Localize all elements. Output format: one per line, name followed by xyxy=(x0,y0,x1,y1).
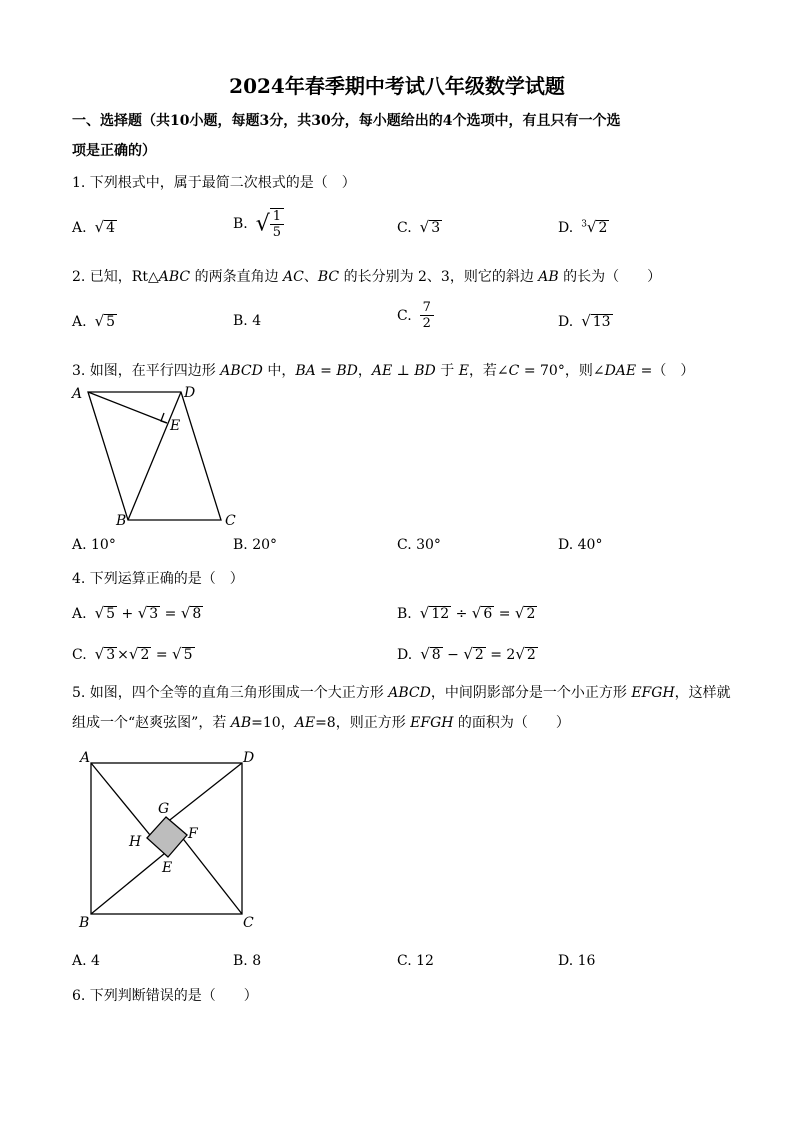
q5-option-b[interactable]: B. 8 xyxy=(233,953,262,969)
label-a: A xyxy=(72,386,83,402)
q3-stem: 3. 如图，在平行四边形 ABCD 中，BA = BD，AE ⊥ BD 于 E，若∠C = 70°，则∠DAE =（ ） xyxy=(72,363,695,379)
q1-option-b[interactable]: B. √ $\frac{1}{5}$ xyxy=(233,208,284,240)
q5-option-d[interactable]: D. 16 xyxy=(558,953,596,969)
label-b: B xyxy=(116,513,127,529)
q2-stem: 2. 已知，Rt△ABC 的两条直角边 AC、BC 的长分别为 2、3，则它的斜边 AB 的长为（ ） xyxy=(72,269,662,285)
q2-option-b[interactable]: B. 4 xyxy=(233,313,262,329)
section-heading-line1: 一、选择题（共10小题，每题3分，共30分，每小题给出的4个选项中，有且只有一个选 xyxy=(72,113,621,129)
q2-option-c[interactable]: C. $\frac{7}{2}$ xyxy=(397,300,434,331)
q5-stem-line1: 5. 如图，四个全等的直角三角形围成一个大正方形 ABCD，中间阴影部分是一个小正方形 EFGH，这样就 xyxy=(72,685,731,701)
q2-option-a[interactable]: A. √ 5 xyxy=(72,312,116,330)
q2-c-fraction: $\frac{7}{2}$ xyxy=(420,300,434,331)
label-c: C xyxy=(243,915,254,931)
q4-option-b[interactable]: B. √ 12 ÷ √ 6 = √ 2 xyxy=(397,604,536,622)
right-angle-mark xyxy=(161,413,167,423)
label-a: A xyxy=(80,750,91,766)
q4-option-a[interactable]: A. √ 5 + √ 3 = √ 8 xyxy=(72,604,202,622)
label-g: G xyxy=(158,801,170,817)
label-e: E xyxy=(170,418,181,434)
label-f: F xyxy=(188,826,198,842)
q4-option-c[interactable]: C. √ 3 ×√ 2 = √ 5 xyxy=(72,645,193,663)
q3-option-b[interactable]: B. 20° xyxy=(233,537,278,553)
q5-figure-zhaoshuang xyxy=(70,745,270,935)
label-c: C xyxy=(225,513,236,529)
label-d: D xyxy=(184,385,196,401)
q5-stem-line2: 组成一个“赵爽弦图”，若 AB=10，AE=8，则正方形 EFGH 的面积为（ ） xyxy=(72,715,570,731)
q3-option-d[interactable]: D. 40° xyxy=(558,537,603,553)
q4-stem: 4. 下列运算正确的是（ ） xyxy=(72,571,244,587)
label-d: D xyxy=(243,750,255,766)
q1-b-fraction: $\frac{1}{5}$ xyxy=(270,208,284,240)
small-square-efgh xyxy=(147,817,187,857)
segment-ae xyxy=(88,392,167,423)
q3-option-a[interactable]: A. 10° xyxy=(72,537,116,553)
q5-option-a[interactable]: A. 4 xyxy=(72,953,100,969)
q2-option-d[interactable]: D. √ 13 xyxy=(558,312,611,330)
label-e: E xyxy=(162,860,173,876)
q1-a-radicand: 4 xyxy=(106,220,116,236)
q1-stem: 1. 下列根式中，属于最简二次根式的是（ ） xyxy=(72,175,356,191)
page-title: 2024年春季期中考试八年级数学试题 xyxy=(229,74,565,98)
q4-option-d[interactable]: D. √ 8 − √ 2 = 2√ 2 xyxy=(397,645,536,663)
label-h: H xyxy=(129,834,142,850)
q3-option-c[interactable]: C. 30° xyxy=(397,537,441,553)
q1-option-c[interactable]: C. √ 3 xyxy=(397,218,441,236)
q1-option-a[interactable]: A. √ 4 xyxy=(72,218,116,236)
q3-figure-parallelogram xyxy=(66,382,256,532)
q5-option-c[interactable]: C. 12 xyxy=(397,953,434,969)
label-b: B xyxy=(79,915,90,931)
section-heading-line2: 项是正确的） xyxy=(72,143,156,159)
q6-stem: 6. 下列判断错误的是（ ） xyxy=(72,988,258,1004)
q1-option-d[interactable]: D. $^3$√ 2 xyxy=(558,218,608,236)
